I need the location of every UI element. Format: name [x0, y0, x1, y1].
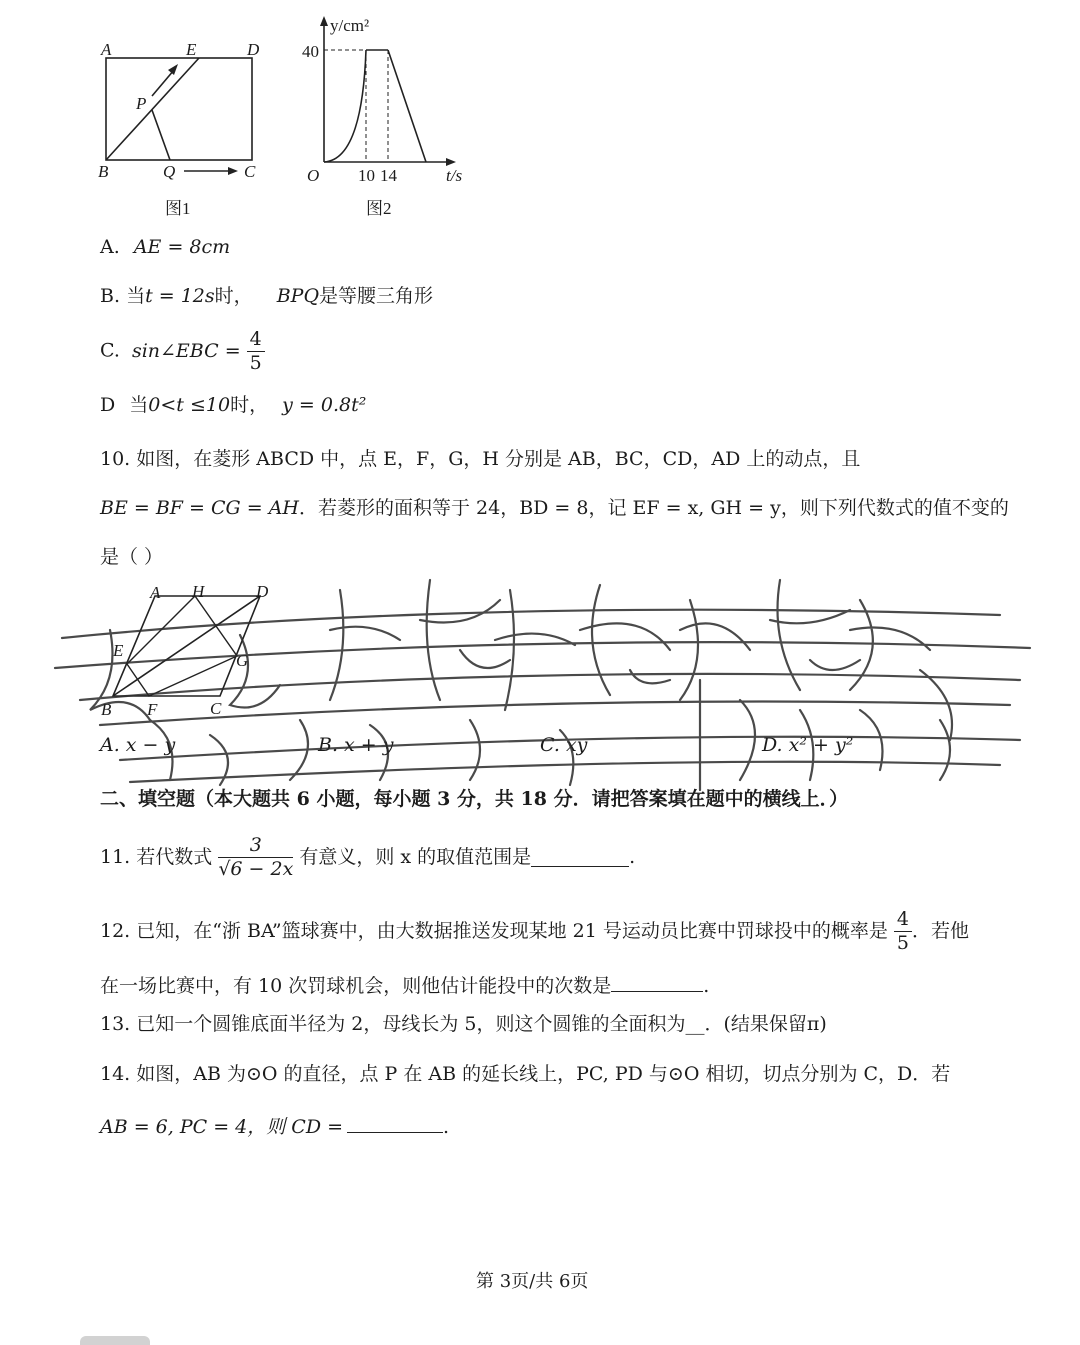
- option-pre: 当: [129, 394, 149, 416]
- denominator: 5: [896, 932, 910, 954]
- fig3-label-f: F: [147, 700, 158, 719]
- arrowhead-q: [228, 167, 238, 175]
- arrow-p: [152, 70, 174, 96]
- q10-option-a: A. x − y: [100, 734, 176, 756]
- q11-post: 有意义，则 x 的取值范围是: [299, 846, 532, 868]
- fraction: [247, 330, 265, 373]
- numerator: 4: [894, 910, 912, 932]
- q12-text: 12. 已知，在“浙 BA”篮球赛中，由大数据推送发现某地 21 号运动员比赛中罚球投中的概率是: [100, 920, 888, 942]
- fig1-label-d: D: [247, 40, 260, 59]
- option-letter: D: [100, 394, 116, 416]
- q10-line-3: 是（ ）: [100, 546, 164, 568]
- q12-fraction: [894, 910, 912, 953]
- x-axis-arrow: [446, 158, 456, 166]
- q11-answer-blank: [531, 848, 629, 867]
- option-text: AE = 8cm: [133, 236, 231, 258]
- falling-segment: [388, 50, 426, 162]
- q10-option-d: D. x² + y²: [762, 734, 854, 756]
- denominator: 5: [249, 352, 262, 374]
- fig1-label-p: P: [136, 94, 147, 113]
- option-letter: C.: [100, 339, 120, 362]
- denominator: √6 − 2x: [218, 858, 294, 880]
- fig3-label-g: G: [236, 651, 249, 670]
- q14-answer-blank: [347, 1114, 443, 1133]
- fig2-x-tick-14: 14: [380, 166, 397, 185]
- q11: [100, 836, 635, 879]
- figure-1-caption: 图1: [165, 199, 191, 218]
- y-axis-arrow: [320, 16, 328, 26]
- figure-2: [290, 10, 470, 190]
- q12-answer-blank: [611, 973, 703, 992]
- q9-option-c: [100, 330, 265, 373]
- q12-line-2-end: .: [703, 975, 710, 997]
- fig2-origin: O: [307, 166, 320, 185]
- option-math-2: BPQ: [276, 285, 320, 307]
- fig3-label-a: A: [150, 583, 161, 602]
- fig3-label-b: B: [101, 700, 112, 719]
- fig1-label-c: C: [244, 162, 256, 181]
- rectangle-abcd: [106, 58, 252, 160]
- q10-option-c: C. xy: [540, 734, 588, 756]
- q12-line-2: [100, 973, 709, 996]
- numerator: 3: [218, 836, 293, 858]
- arrowhead-p: [168, 64, 178, 75]
- fig3-label-h: H: [192, 582, 205, 601]
- fig1-label-e: E: [186, 40, 197, 59]
- option-mid: 时，: [230, 394, 269, 416]
- q11-end: .: [629, 846, 636, 868]
- fig3-label-c: C: [210, 699, 222, 718]
- q13: 13. 已知一个圆锥底面半径为 2，母线长为 5，则这个圆锥的全面积为__．(结果保留π): [100, 1013, 827, 1035]
- q12-end: ．若他: [912, 920, 970, 942]
- q9-option-d: [100, 396, 366, 415]
- fig1-label-b: B: [98, 162, 109, 181]
- option-letter: B.: [100, 285, 121, 307]
- diagonal-be: [106, 58, 199, 160]
- q10-line-1: 10. 如图，在菱形 ABCD 中，点 E，F，G，H 分别是 AB，BC，CD，AD 上的动点，且: [100, 448, 861, 470]
- q12-line-1: [100, 910, 969, 953]
- fig2-x-tick-10: 10: [358, 166, 375, 185]
- fig2-y-label: y/cm²: [330, 16, 370, 35]
- q14-line-1: 14. 如图，AB 为⊙O 的直径，点 P 在 AB 的延长线上，PC, PD 与⊙O 相切，切点分别为 C，D．若: [100, 1063, 951, 1085]
- option-math-2: y = 0.8t²: [282, 394, 367, 416]
- segment-pq: [152, 110, 170, 160]
- option-letter: A.: [100, 236, 120, 258]
- option-math: sin∠EBC =: [131, 339, 241, 362]
- option-math: t = 12s: [145, 285, 215, 307]
- option-post: 是等腰三角形: [319, 285, 434, 307]
- section-2-title: 二、填空题（本大题共 6 小题，每小题 3 分，共 18 分．请把答案填在题中的横线上．）: [100, 788, 849, 810]
- fig2-y-tick: 40: [302, 42, 319, 61]
- q10-line-2-text: ．若菱形的面积等于 24，BD = 8，记 EF = x, GH = y，则下列代数式的值不变的: [298, 497, 1009, 519]
- fig1-label-q: Q: [163, 162, 176, 181]
- q11-pre: 11. 若代数式: [100, 846, 213, 868]
- q14-line-2-end: .: [443, 1116, 450, 1138]
- q10-option-b: B. x + y: [318, 734, 394, 756]
- scroll-handle[interactable]: [80, 1336, 150, 1345]
- option-mid: 时，: [214, 285, 253, 307]
- q14-line-2: [100, 1114, 449, 1137]
- numerator: 4: [247, 330, 265, 352]
- page-number: 第 3页/共 6页: [476, 1271, 589, 1292]
- option-pre: 当: [126, 285, 146, 307]
- q10-condition: BE = BF = CG = AH: [100, 497, 299, 519]
- option-math: 0<t ≤10: [148, 394, 231, 416]
- curve-segment: [324, 50, 366, 162]
- q12-line-2-text: 在一场比赛中，有 10 次罚球机会，则他估计能投中的次数是: [100, 975, 612, 997]
- q9-option-a: [100, 238, 230, 257]
- q14-line-2-text: AB = 6, PC = 4，则 CD =: [100, 1116, 344, 1138]
- handwritten-scribble: [40, 560, 1040, 800]
- figure-2-caption: 图2: [366, 199, 392, 218]
- q11-fraction: [218, 836, 293, 879]
- q10-line-2: [100, 499, 1009, 518]
- fig3-label-e: E: [113, 641, 124, 660]
- fig3-label-d: D: [256, 582, 269, 601]
- fig2-x-label: t/s: [446, 166, 463, 185]
- fig1-label-a: A: [101, 40, 112, 59]
- q9-option-b: [100, 287, 433, 306]
